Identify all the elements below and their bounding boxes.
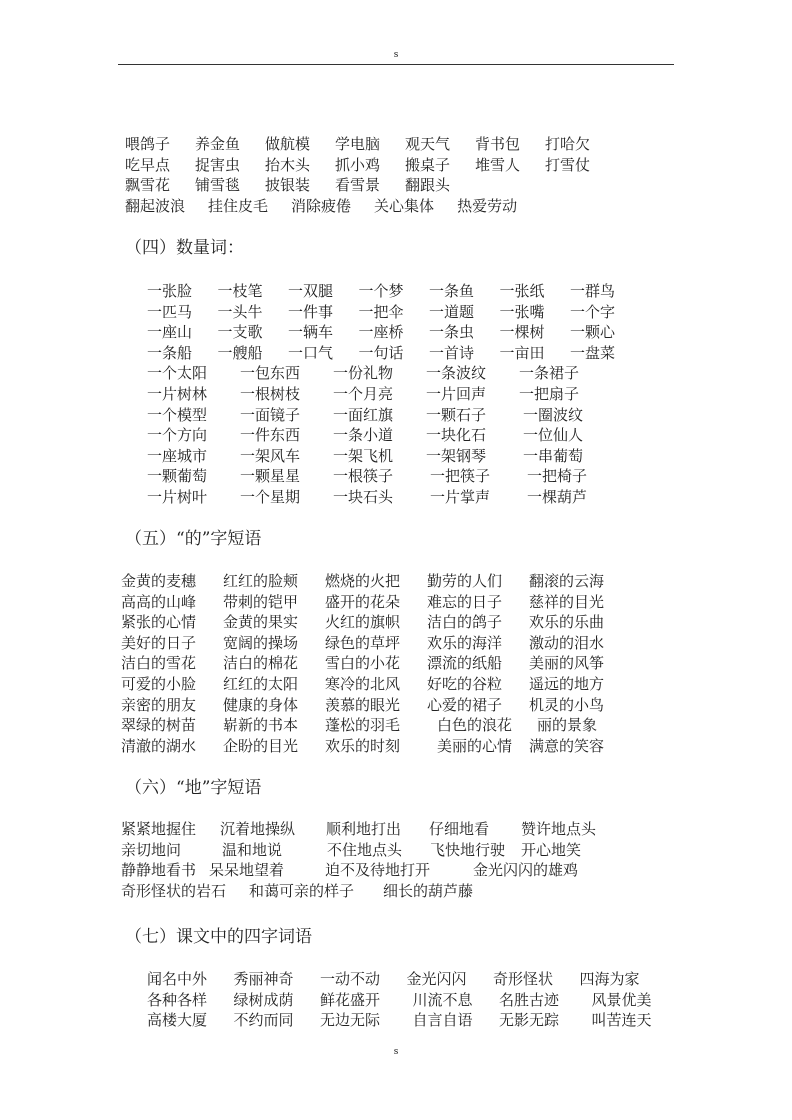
phrase: 一包东西 bbox=[240, 364, 301, 383]
phrase: 美丽的风筝 bbox=[529, 654, 605, 673]
phrase: 一把伞 bbox=[358, 302, 404, 321]
phrase: 挂住皮毛 bbox=[208, 196, 269, 215]
phrase: 自言自语 bbox=[412, 1011, 473, 1030]
de-row bbox=[121, 571, 639, 592]
phrase: 一面红旗 bbox=[333, 405, 394, 424]
phrase: 翠绿的树苗 bbox=[121, 716, 197, 735]
phrase: 一条船 bbox=[147, 343, 193, 362]
phrase: 企盼的目光 bbox=[223, 736, 299, 755]
measure-row bbox=[147, 446, 641, 467]
phrase: 一条小道 bbox=[333, 426, 394, 445]
phrase: 做航模 bbox=[265, 135, 311, 153]
phrase: 绿树成荫 bbox=[233, 990, 294, 1009]
phrase: 洁白的棉花 bbox=[223, 654, 299, 673]
phrase: 一道题 bbox=[429, 302, 475, 321]
phrase: 翻起波浪 bbox=[125, 196, 186, 215]
phrase: 闻名中外 bbox=[147, 970, 208, 988]
phrase: 一个星期 bbox=[240, 487, 301, 506]
phrase: 四海为家 bbox=[579, 970, 640, 988]
di-row bbox=[121, 860, 596, 881]
measure-row bbox=[147, 363, 641, 384]
phrase: 白色的浪花 bbox=[437, 716, 513, 735]
phrase: 打雪仗 bbox=[545, 155, 591, 174]
phrase: 奇形怪状的岩石 bbox=[121, 881, 227, 900]
di-row bbox=[121, 881, 596, 902]
phrase: 无影无踪 bbox=[499, 1011, 560, 1030]
verb-row bbox=[125, 175, 615, 196]
phrase: 一群鸟 bbox=[570, 282, 616, 300]
phrase: 沉着地操纵 bbox=[220, 820, 296, 838]
idiom-row bbox=[147, 990, 678, 1011]
phrase: 洁白的雪花 bbox=[121, 654, 197, 673]
phrase: 仔细地看 bbox=[429, 820, 490, 838]
phrase: 一座山 bbox=[147, 323, 193, 342]
phrase: 崭新的书本 bbox=[223, 716, 299, 735]
phrase: 温和地说 bbox=[222, 840, 283, 859]
phrase: 观天气 bbox=[405, 135, 451, 153]
phrase: 一句话 bbox=[358, 343, 404, 362]
phrase: 盛开的花朵 bbox=[325, 592, 401, 611]
phrase: 清澈的湖水 bbox=[121, 736, 197, 755]
header-mark: s bbox=[393, 50, 399, 60]
phrase: 带刺的铠甲 bbox=[223, 592, 299, 611]
phrase: 一棵葫芦 bbox=[527, 487, 588, 506]
phrase: 无边无际 bbox=[320, 1011, 381, 1030]
phrase: 一架飞机 bbox=[333, 446, 394, 465]
phrase: 金黄的果实 bbox=[223, 613, 299, 632]
phrase: 铺雪毯 bbox=[195, 176, 241, 195]
measure-row bbox=[147, 487, 641, 508]
phrase: 鲜花盛开 bbox=[320, 990, 381, 1009]
phrase: 细长的葫芦藤 bbox=[383, 881, 474, 900]
phrase: 一块化石 bbox=[426, 426, 487, 445]
phrase: 紧张的心情 bbox=[121, 613, 197, 632]
phrase: 风景优美 bbox=[591, 990, 652, 1009]
di-row bbox=[121, 819, 596, 840]
phrase: 一个模型 bbox=[147, 405, 208, 424]
phrase: 开心地笑 bbox=[521, 840, 582, 859]
phrase: 赞许地点头 bbox=[521, 820, 597, 838]
phrase: 一头牛 bbox=[217, 302, 263, 321]
phrase: 顺利地打出 bbox=[326, 820, 402, 838]
verb-phrase-block bbox=[125, 134, 615, 216]
phrase: 漂流的纸船 bbox=[427, 654, 503, 673]
phrase: 健康的身体 bbox=[223, 695, 299, 714]
phrase: 美好的日子 bbox=[121, 633, 197, 652]
phrase: 红红的脸颊 bbox=[223, 572, 299, 590]
phrase: 一条波纹 bbox=[426, 364, 487, 383]
phrase: 欢乐的海洋 bbox=[427, 633, 503, 652]
idiom-block bbox=[147, 969, 678, 1031]
phrase: 难忘的日子 bbox=[427, 592, 503, 611]
measure-row bbox=[147, 466, 641, 487]
phrase: 一张纸 bbox=[499, 282, 545, 300]
phrase: 秀丽神奇 bbox=[233, 970, 294, 988]
phrase: 叫苦连天 bbox=[591, 1011, 652, 1030]
verb-row bbox=[125, 134, 615, 155]
phrase: 亲密的朋友 bbox=[121, 695, 197, 714]
phrase: 一片掌声 bbox=[430, 487, 491, 506]
measure-row bbox=[147, 322, 641, 343]
phrase: 丽的景象 bbox=[537, 716, 598, 735]
phrase: 一首诗 bbox=[429, 343, 475, 362]
section-title-idioms: （七）课文中的四字词语 bbox=[125, 927, 312, 947]
phrase: 一把筷子 bbox=[430, 467, 491, 486]
phrase: 寒冷的北风 bbox=[325, 674, 401, 693]
phrase: 飞快地行驶 bbox=[430, 840, 506, 859]
de-row bbox=[121, 653, 639, 674]
phrase: 一支歌 bbox=[217, 323, 263, 342]
phrase: 一个月亮 bbox=[333, 384, 394, 403]
phrase: 一架风车 bbox=[240, 446, 301, 465]
verb-row bbox=[125, 155, 615, 176]
phrase: 雪白的小花 bbox=[325, 654, 401, 673]
phrase: 好吃的谷粒 bbox=[427, 674, 503, 693]
phrase: 吃早点 bbox=[125, 155, 171, 174]
di-phrase-block bbox=[121, 819, 596, 901]
de-phrase-block bbox=[121, 571, 639, 756]
measure-row bbox=[147, 302, 641, 323]
phrase: 一串葡萄 bbox=[523, 446, 584, 465]
phrase: 搬桌子 bbox=[405, 155, 451, 174]
phrase: 一个方向 bbox=[147, 426, 208, 445]
idiom-row bbox=[147, 1010, 678, 1031]
phrase: 飘雪花 bbox=[125, 176, 171, 195]
phrase: 机灵的小鸟 bbox=[529, 695, 605, 714]
phrase: 高高的山峰 bbox=[121, 592, 197, 611]
phrase: 一颗星星 bbox=[240, 467, 301, 486]
phrase: 一条裙子 bbox=[519, 364, 580, 383]
phrase: 各种各样 bbox=[147, 990, 208, 1009]
measure-row bbox=[147, 343, 641, 364]
phrase: 一亩田 bbox=[499, 343, 545, 362]
phrase: 一颗葡萄 bbox=[147, 467, 208, 486]
phrase: 洁白的鸽子 bbox=[427, 613, 503, 632]
phrase: 抬木头 bbox=[265, 155, 311, 174]
phrase: 一件东西 bbox=[240, 426, 301, 445]
de-row bbox=[121, 612, 639, 633]
phrase: 遥远的地方 bbox=[529, 674, 605, 693]
phrase: 一条虫 bbox=[429, 323, 475, 342]
phrase: 一份礼物 bbox=[333, 364, 394, 383]
measure-row bbox=[147, 405, 641, 426]
phrase: 满意的笑容 bbox=[529, 736, 605, 755]
phrase: 一根筷子 bbox=[333, 467, 394, 486]
phrase: 紧紧地握住 bbox=[121, 820, 197, 838]
phrase: 关心集体 bbox=[374, 196, 435, 215]
phrase: 一把椅子 bbox=[527, 467, 588, 486]
phrase: 一架钢琴 bbox=[426, 446, 487, 465]
phrase: 披银装 bbox=[265, 176, 311, 195]
phrase: 和蔼可亲的样子 bbox=[249, 881, 355, 900]
phrase: 一面镜子 bbox=[240, 405, 301, 424]
phrase: 勤劳的人们 bbox=[427, 572, 503, 590]
phrase: 一个梦 bbox=[358, 282, 404, 300]
idiom-row bbox=[147, 969, 678, 990]
de-row bbox=[121, 715, 639, 736]
de-row bbox=[121, 674, 639, 695]
de-row bbox=[121, 736, 639, 757]
phrase: 消除疲倦 bbox=[291, 196, 352, 215]
phrase: 喂鸽子 bbox=[125, 135, 171, 153]
phrase: 金光闪闪的雄鸡 bbox=[473, 861, 579, 880]
phrase: 心爱的裙子 bbox=[427, 695, 503, 714]
phrase: 学电脑 bbox=[335, 135, 381, 153]
phrase: 金黄的麦穗 bbox=[121, 572, 197, 590]
phrase: 一双腿 bbox=[288, 282, 334, 300]
phrase: 名胜古迹 bbox=[499, 990, 560, 1009]
measure-row bbox=[147, 281, 641, 302]
phrase: 一口气 bbox=[288, 343, 334, 362]
phrase: 一个太阳 bbox=[147, 364, 208, 383]
phrase: 羡慕的眼光 bbox=[325, 695, 401, 714]
phrase: 火红的旗帜 bbox=[325, 613, 401, 632]
phrase: 一把扇子 bbox=[519, 384, 580, 403]
phrase: 一座桥 bbox=[358, 323, 404, 342]
phrase: 一片树叶 bbox=[147, 487, 208, 506]
phrase: 欢乐的时刻 bbox=[325, 736, 401, 755]
phrase: 一盘菜 bbox=[570, 343, 616, 362]
phrase: 一颗石子 bbox=[426, 405, 487, 424]
phrase: 慈祥的目光 bbox=[529, 592, 605, 611]
phrase: 一根树枝 bbox=[240, 384, 301, 403]
di-row bbox=[121, 840, 596, 861]
section-title-di-phrases: （六）“地”字短语 bbox=[125, 778, 262, 798]
phrase: 一块石头 bbox=[333, 487, 394, 506]
phrase: 一片回声 bbox=[426, 384, 487, 403]
phrase: 美丽的心情 bbox=[437, 736, 513, 755]
measure-row bbox=[147, 384, 641, 405]
phrase: 养金鱼 bbox=[195, 135, 241, 153]
de-row bbox=[121, 592, 639, 613]
phrase: 可爱的小脸 bbox=[121, 674, 197, 693]
phrase: 燃烧的火把 bbox=[325, 572, 401, 590]
phrase: 堆雪人 bbox=[475, 155, 521, 174]
phrase: 蓬松的羽毛 bbox=[325, 716, 401, 735]
phrase: 一枝笔 bbox=[217, 282, 263, 300]
phrase: 抓小鸡 bbox=[335, 155, 381, 174]
phrase: 宽阔的操场 bbox=[223, 633, 299, 652]
phrase: 翻跟头 bbox=[405, 176, 451, 195]
phrase: 一动不动 bbox=[320, 970, 381, 988]
phrase: 一条鱼 bbox=[429, 282, 475, 300]
de-row bbox=[121, 633, 639, 654]
phrase: 一辆车 bbox=[288, 323, 334, 342]
phrase: 绿色的草坪 bbox=[325, 633, 401, 652]
phrase: 不约而同 bbox=[233, 1011, 294, 1030]
phrase: 一件事 bbox=[288, 302, 334, 321]
phrase: 一张脸 bbox=[147, 282, 193, 300]
phrase: 静静地看书 bbox=[121, 861, 197, 880]
phrase: 一片树林 bbox=[147, 384, 208, 403]
phrase: 激动的泪水 bbox=[529, 633, 605, 652]
phrase: 欢乐的乐曲 bbox=[529, 613, 605, 632]
phrase: 亲切地问 bbox=[121, 840, 182, 859]
phrase: 一颗心 bbox=[570, 323, 616, 342]
phrase: 看雪景 bbox=[335, 176, 381, 195]
phrase: 高楼大厦 bbox=[147, 1011, 208, 1030]
phrase: 热爱劳动 bbox=[457, 196, 518, 215]
phrase: 红红的太阳 bbox=[223, 674, 299, 693]
phrase: 一棵树 bbox=[499, 323, 545, 342]
phrase: 捉害虫 bbox=[195, 155, 241, 174]
measure-word-block bbox=[147, 281, 641, 508]
phrase: 一个字 bbox=[570, 302, 616, 321]
verb-row bbox=[125, 196, 615, 217]
phrase: 不住地点头 bbox=[327, 840, 403, 859]
phrase: 打哈欠 bbox=[545, 135, 591, 153]
phrase: 一座城市 bbox=[147, 446, 208, 465]
section-title-measure-words: （四）数量词： bbox=[125, 238, 244, 258]
section-title-de-phrases: （五）“的”字短语 bbox=[125, 529, 262, 549]
header-rule bbox=[118, 64, 674, 65]
phrase: 背书包 bbox=[475, 135, 521, 153]
phrase: 一张嘴 bbox=[499, 302, 545, 321]
phrase: 翻滚的云海 bbox=[529, 572, 605, 590]
phrase: 呆呆地望着 bbox=[209, 861, 285, 880]
de-row bbox=[121, 695, 639, 716]
phrase: 川流不息 bbox=[412, 990, 473, 1009]
footer-mark: s bbox=[393, 1047, 399, 1057]
phrase: 一匹马 bbox=[147, 302, 193, 321]
phrase: 金光闪闪 bbox=[406, 970, 467, 988]
phrase: 一艘船 bbox=[217, 343, 263, 362]
phrase: 一圈波纹 bbox=[523, 405, 584, 424]
measure-row bbox=[147, 425, 641, 446]
phrase: 一位仙人 bbox=[523, 426, 584, 445]
phrase: 迫不及待地打开 bbox=[325, 861, 431, 880]
phrase: 奇形怪状 bbox=[493, 970, 554, 988]
